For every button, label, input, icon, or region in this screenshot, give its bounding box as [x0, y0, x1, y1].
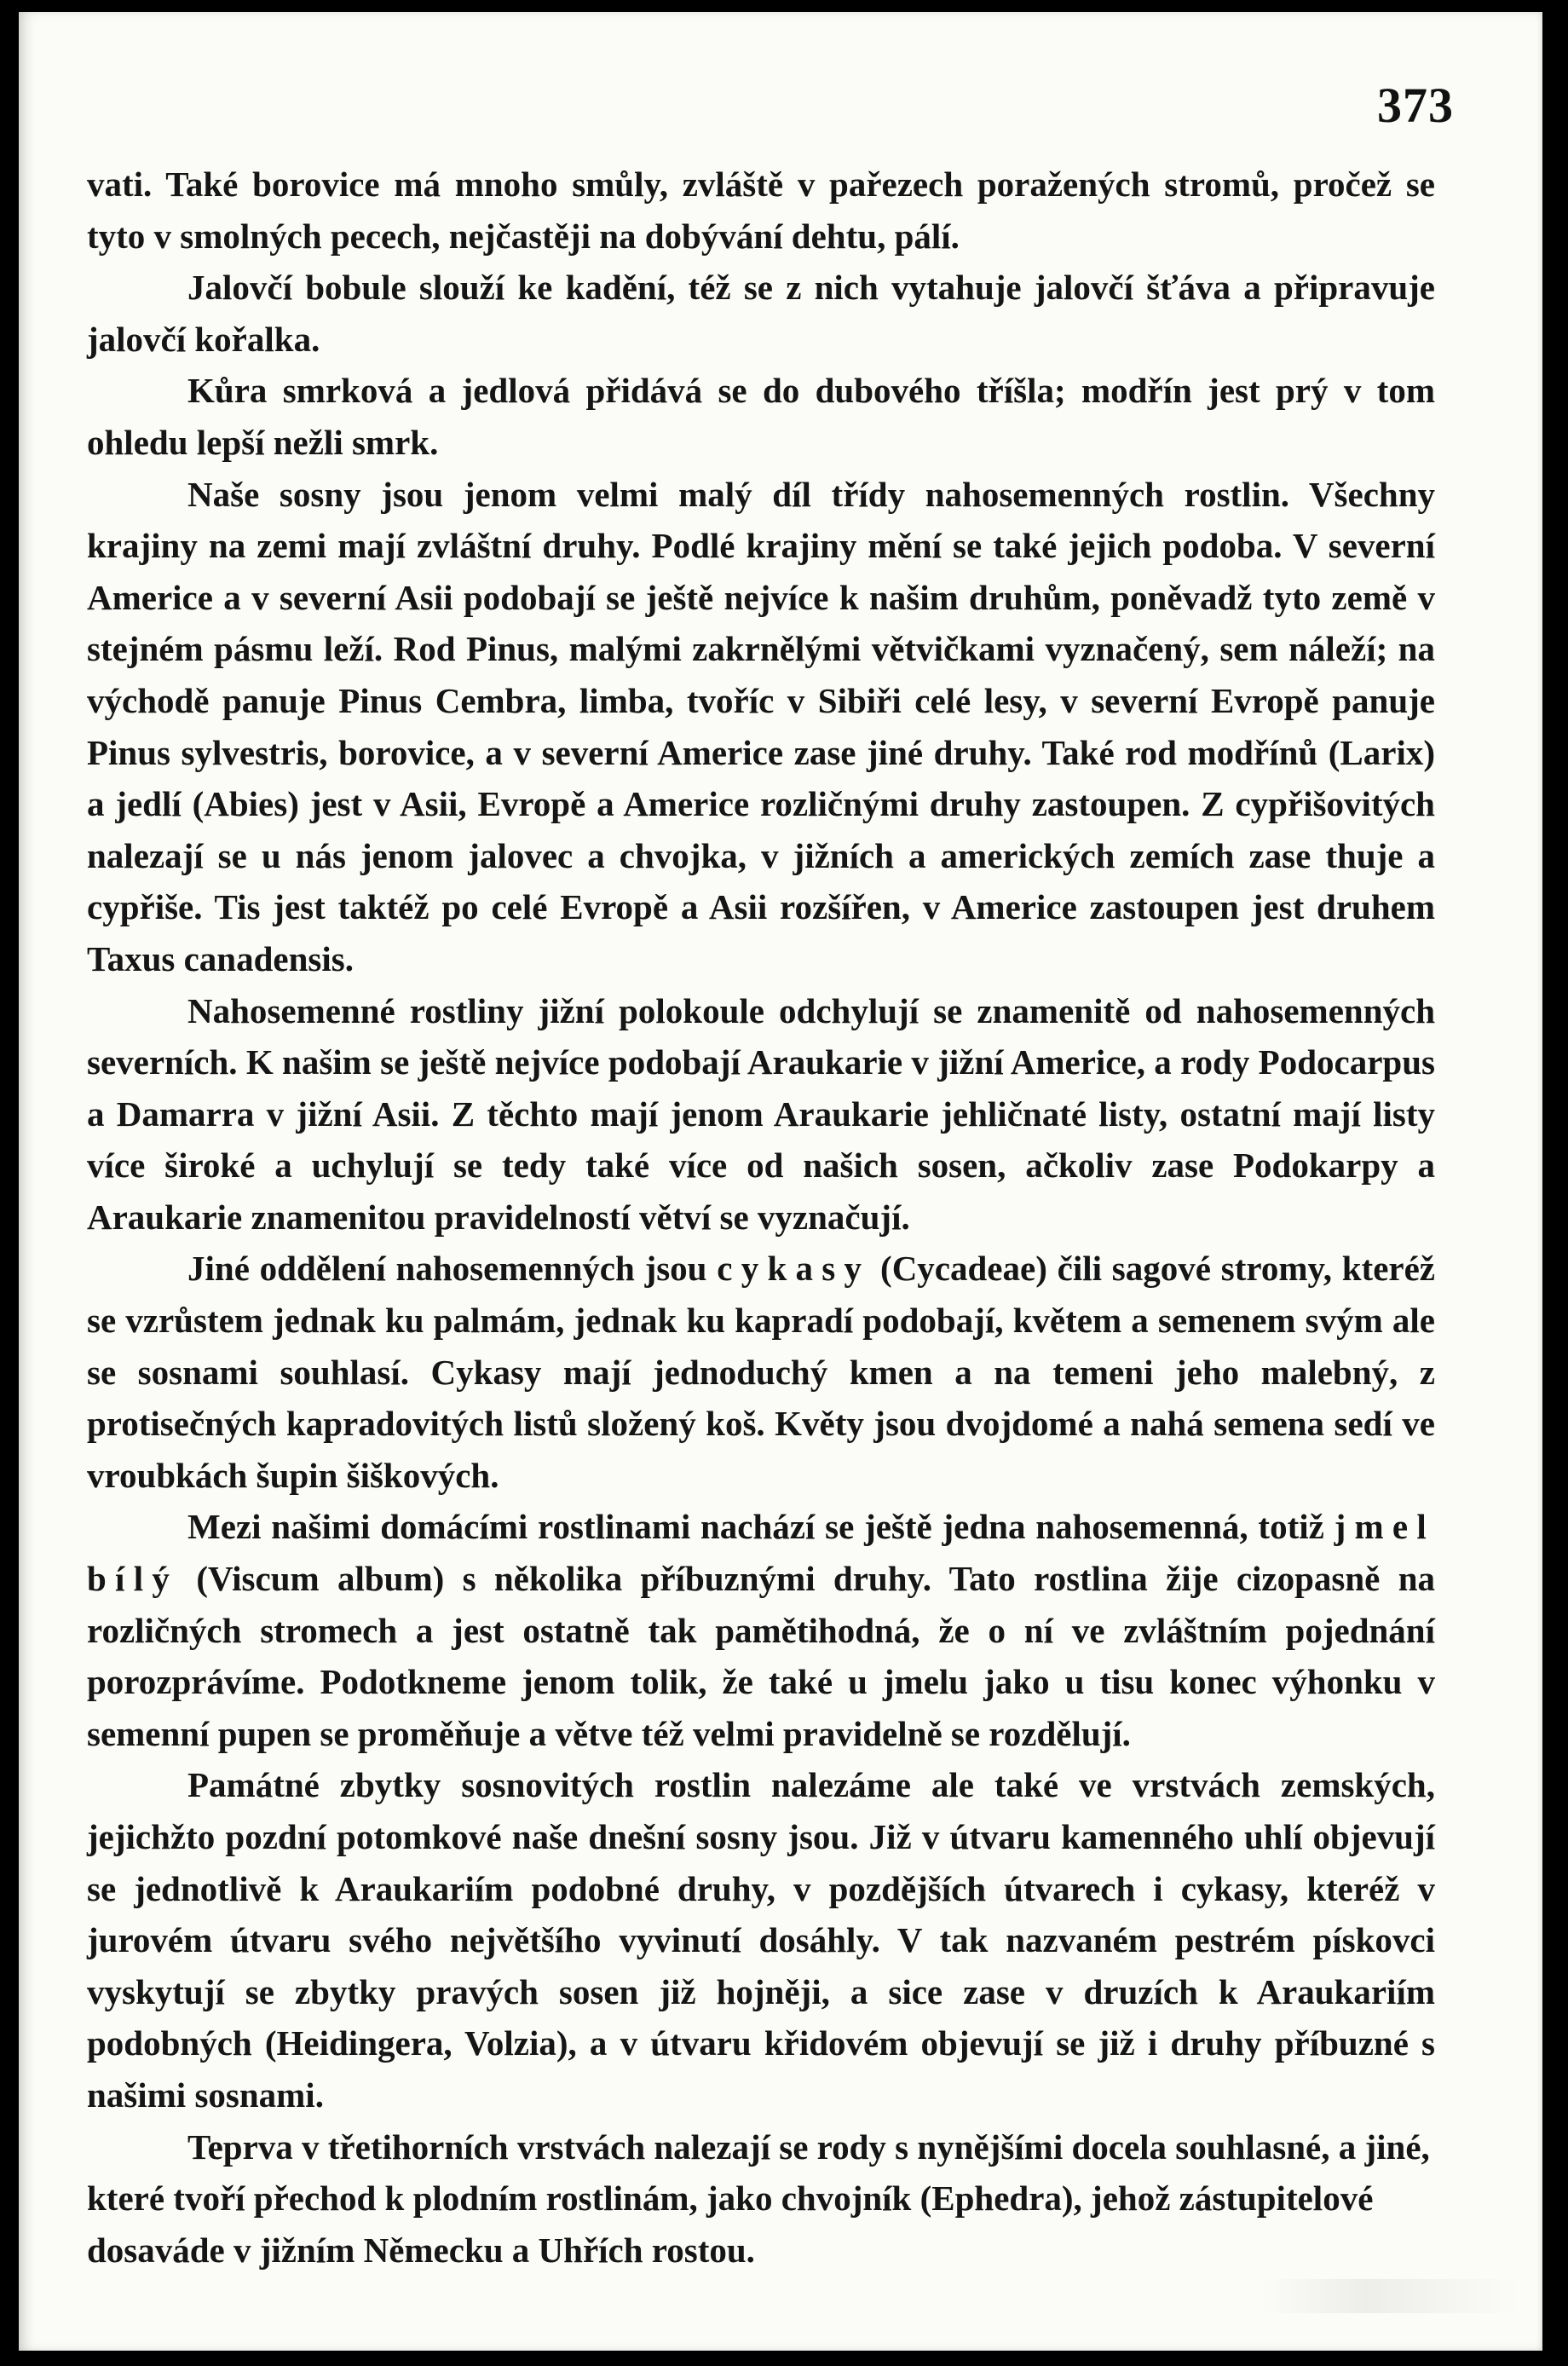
- bleed-through-shading: [1263, 2279, 1519, 2313]
- body-text: [87, 159, 1435, 2276]
- paragraph-text: Teprva v třetihorních vrstvách nalezají se rody s nynějšími docela souhlasné, a jiné, které tvoří přechod k plodním rostlinám, jako chvojník (Ephedra), jehož zástupitelové dosaváde v jižním Německu a Uhřích rostou.: [87, 2127, 1430, 2270]
- paragraph-text: Kůra smrková a jedlová přidává se do dubového tříšla; modřín jest prý v tom ohledu lepší nežli smrk.: [87, 371, 1435, 462]
- page-number: 373: [1377, 78, 1454, 133]
- paragraph-southern-gymnosperms: [87, 985, 1435, 1244]
- paragraph-text: Naše sosny jsou jenom velmi malý díl třídy nahosemenných rostlin. Všechny krajiny na zemi mají zvláštní druhy. Podlé krajiny mění se také jejich podoba. V severní Americe a v severní Asii podobají se ještě nejvíce k našim druhům, poněvadž tyto země v stejném pásmu leží. Rod Pinus, malými zakrnělými větvičkami vyznačený, sem náleží; na východě panuje Pinus Cembra, limba, tvoříc v Sibiři celé lesy, v severní Evropě panuje Pinus sylvestris, borovice, a v severní Americe zase jiné druhy. Také rod modřínů (Larix) a jedlí (Abies) jest v Asii, Evropě a Americe rozličnými druhy zastoupen. Z cypřišovitých nalezají se u nás jenom jalovec a chvojka, v jižních a amerických zemích zase thuje a cypřiše. Tis jest taktéž po celé Evropě a Asii rozšířen, v Americe zastoupen jest druhem Taxus canadensis.: [87, 474, 1435, 978]
- paragraph-text: (Viscum album) s několika příbuznými druhy. Tato rostlina žije cizopasně na rozličných stromech a jest ostatně tak pamětihodná, že o ní ve zvláštním pojednání porozprávíme. Podotkneme jenom tolik, že také u jmelu jako u tisu konec výhonku v semenní pupen se proměňuje a větve též velmi pravidelně se rozdělují.: [87, 1559, 1435, 1753]
- paragraph-juniper: [87, 262, 1435, 365]
- paragraph-text: Jiné oddělení nahosemenných jsou: [187, 1249, 718, 1289]
- paragraph-text: Jalovčí bobule slouží ke kadění, též se z nich vytahuje jalovčí šťáva a připravuje jalovčí kořalka.: [87, 268, 1435, 359]
- paragraph-fossils: [87, 1759, 1435, 2121]
- paragraph-cycads: [87, 1243, 1435, 1501]
- paragraph-text: (Cycadeae) čili sagové stromy, kteréž se vzrůstem jednak ku palmám, jednak ku kapradí podobají, květem a semenem svým ale se sosnami souhlasí. Cykasy mají jednoduchý kmen a na temeni jeho malebný, z protisečných kapradovitých listů složený koš. Květy jsou dvojdomé a nahá semena sedí ve vroubkách šupin šiškových.: [87, 1249, 1435, 1495]
- paragraph-text: Památné zbytky sosnovitých rostlin nalezáme ale také ve vrstvách zemských, jejichžto pozdní potomkové naše dnešní sosny jsou. Již v útvaru kamenného uhlí objevují se jednotlivě k Araukariím podobné druhy, v pozdějších útvarech i cykasy, kteréž v jurovém útvaru svého největšího vyvinutí dosáhly. V tak nazvaném pestrém pískovci vyskytují se zbytky pravých sosen již hojněji, a sice zase v druzích k Araukariím podobných (Heidingera, Volzia), a v útvaru křidovém objevují se již i druhy příbuzné s našimi sosnami.: [87, 1765, 1435, 2115]
- spaced-term: cykasy: [717, 1249, 871, 1289]
- paragraph-pine-resin: [87, 159, 1435, 262]
- paragraph-conifer-distribution: [87, 469, 1435, 985]
- paragraph-tertiary: [87, 2121, 1435, 2277]
- paragraph-bark: [87, 365, 1435, 468]
- book-page: [19, 12, 1542, 2351]
- paragraph-text: vati. Také borovice má mnoho smůly, zvláště v pařezech poražených stromů, pročež se tyto v smolných pecech, nejčastěji na dobývání dehtu, pálí.: [87, 164, 1435, 256]
- paragraph-mistletoe: [87, 1501, 1435, 1759]
- paragraph-text: Mezi našimi domácími rostlinami nachází se ještě jedna nahosemenná, totiž: [187, 1507, 1335, 1547]
- paragraph-text: Nahosemenné rostliny jižní polokoule odchylují se znamenitě od nahosemenných severních. K našim se ještě nejvíce podobají Araukarie v jižní Americe, a rody Podocarpus a Damarra v jižní Asii. Z těchto mají jenom Araukarie jehličnaté listy, ostatní mají listy více široké a uchylují se tedy také více od našich sosen, ačkoliv zase Podokarpy a Araukarie znamenitou pravidelností větví se vyznačují.: [87, 990, 1435, 1237]
- spaced-term: jmel bílý: [87, 1507, 1435, 1599]
